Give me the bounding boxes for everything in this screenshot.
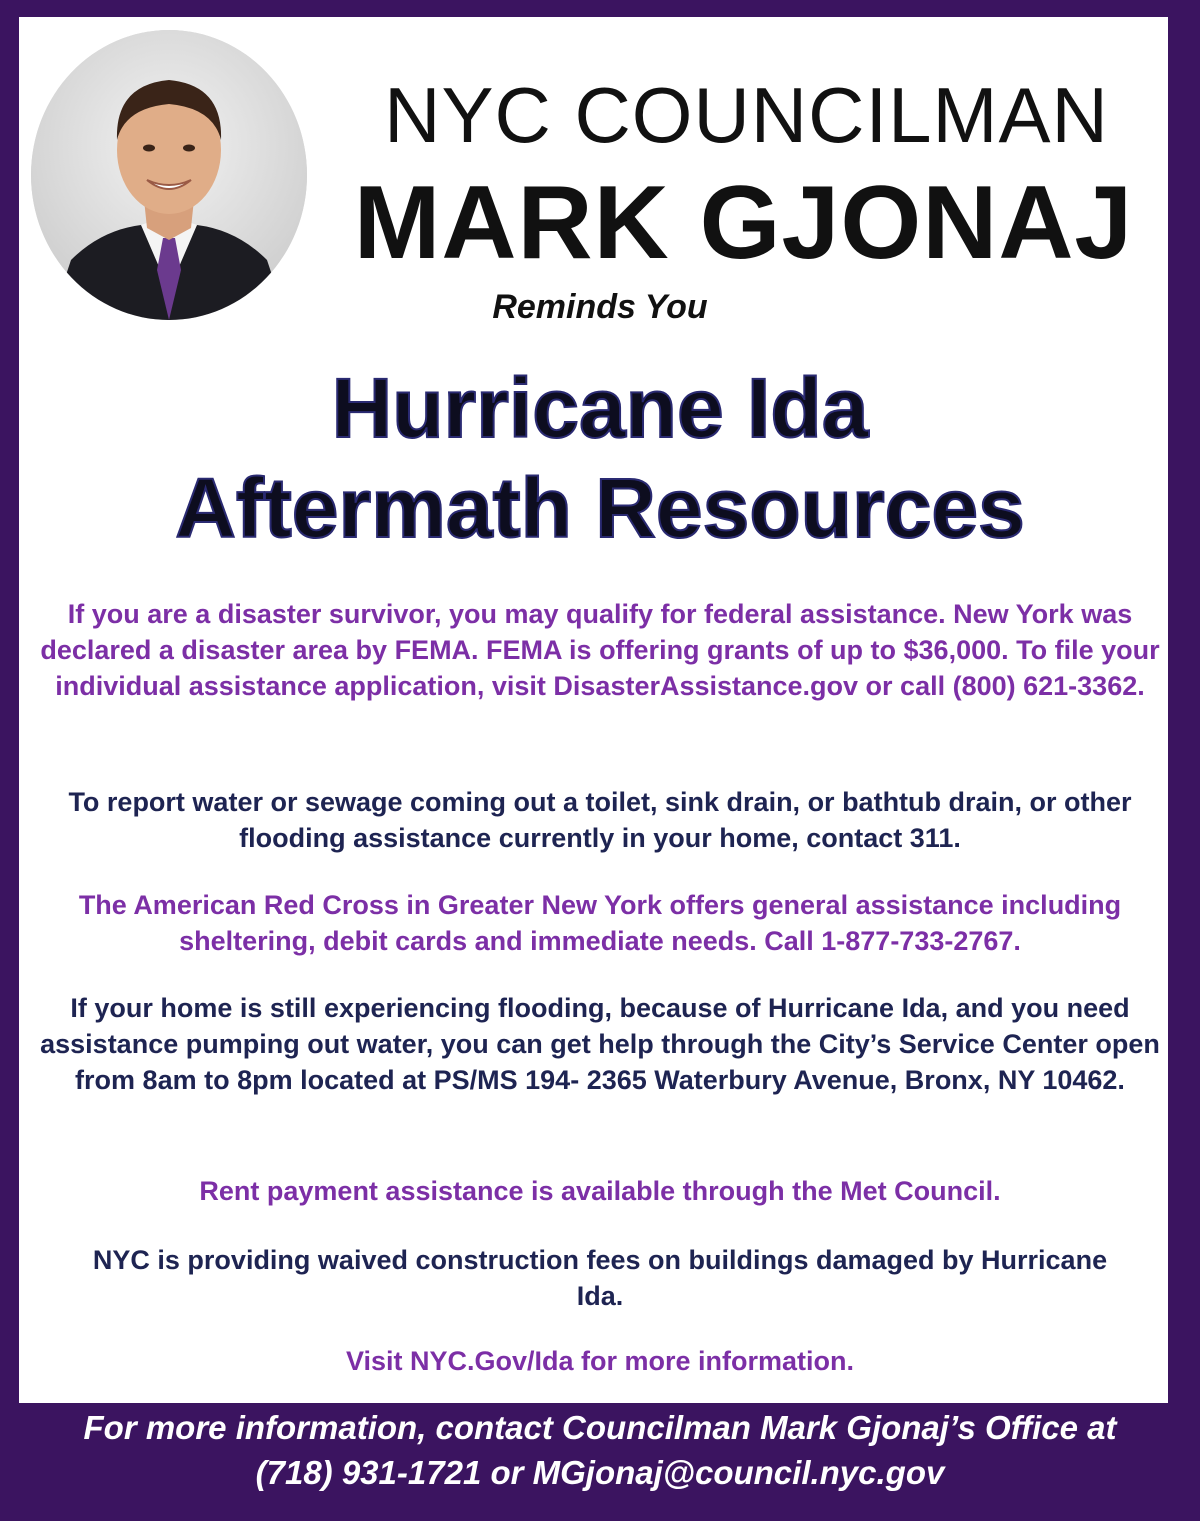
tagline: Reminds You	[492, 288, 708, 326]
footer-contact	[0, 1405, 1200, 1495]
footer-line2: (718) 931-1721 or MGjonaj@council.nyc.gov	[255, 1454, 945, 1491]
paragraph-red-cross: The American Red Cross in Greater New York offers general assistance including sheltering, debit cards and immediate needs. Call 1-877-733-2767.	[78, 890, 1122, 956]
title-councilman: NYC COUNCILMAN	[384, 71, 1109, 159]
paragraph-pumping: If your home is still experiencing flooding, because of Hurricane Ida, and you need assistance pumping out water, you can get help through the City’s Service Center open from 8am to 8pm located at PS/MS 194- 2365 Waterbury Avenue, Bronx, NY 10462.	[40, 993, 1160, 1095]
footer-line1: For more information, contact Councilman Mark Gjonaj’s Office at	[83, 1409, 1117, 1446]
paragraph-311: To report water or sewage coming out a toilet, sink drain, or bathtub drain, or other flooding assistance currently in your home, contact 311.	[68, 787, 1132, 853]
headline-line1: Hurricane Ida	[331, 361, 869, 455]
paragraph-rent: Rent payment assistance is available through the Met Council.	[199, 1176, 1001, 1206]
paragraph-fees: NYC is providing waived construction fees on buildings damaged by Hurricane Ida.	[92, 1245, 1108, 1311]
paragraph-visit: Visit NYC.Gov/Ida for more information.	[345, 1346, 855, 1376]
headline	[0, 358, 1200, 558]
headline-line2: Aftermath Resources	[175, 461, 1025, 555]
title-name: MARK GJONAJ	[353, 165, 1134, 281]
councilman-portrait	[31, 30, 307, 320]
paragraph-fema: If you are a disaster survivor, you may qualify for federal assistance. New York was declared a disaster area by FEMA. FEMA is offering grants of up to $36,000. To file your individual assistance application, visit DisasterAssistance.gov or call (800) 621-3362.	[40, 599, 1160, 701]
